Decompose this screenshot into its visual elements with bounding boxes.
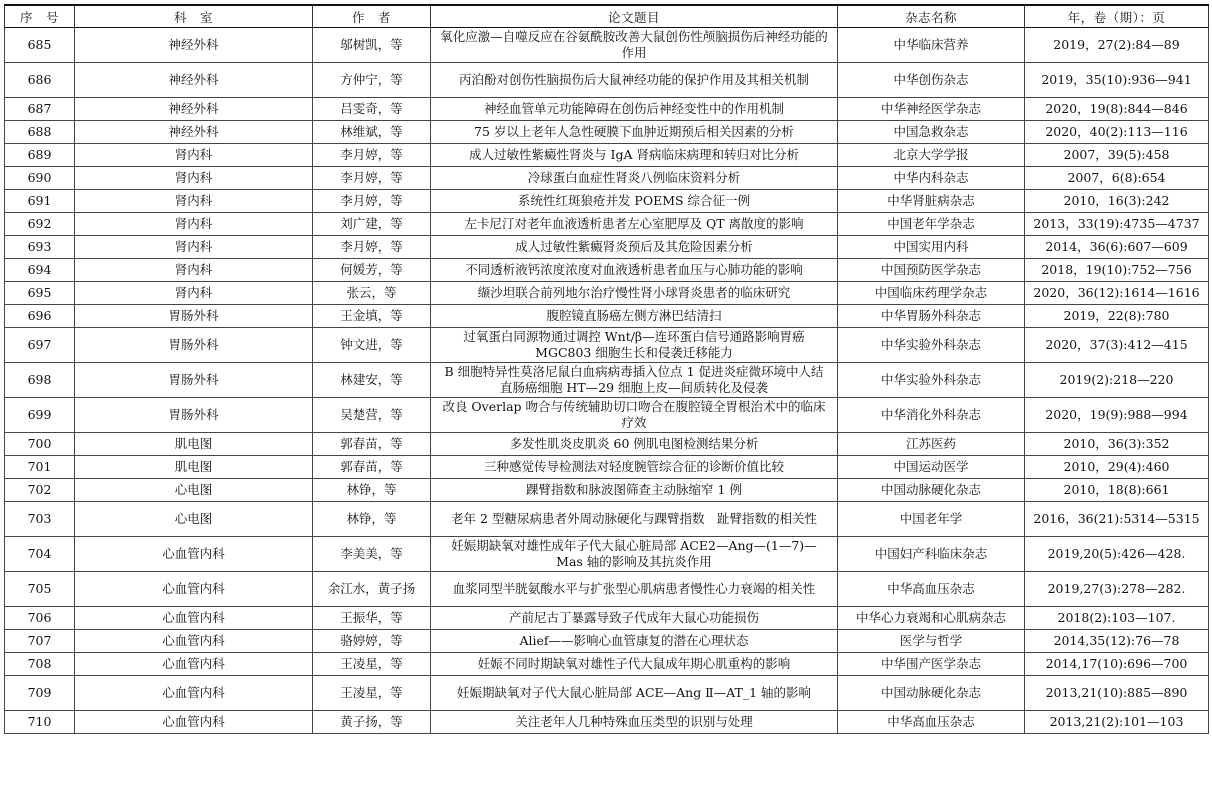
paper-title-cell: 75 岁以上老年人急性硬膜下血肿近期预后相关因素的分析 xyxy=(431,121,838,144)
serial-number-cell: 692 xyxy=(5,213,75,236)
table-row xyxy=(5,398,1209,433)
author-cell: 王凌星，等 xyxy=(313,676,431,711)
citation-cell: 2020，36(12):1614—1616 xyxy=(1025,282,1209,305)
table-row xyxy=(5,653,1209,676)
department-cell: 胃肠外科 xyxy=(75,398,313,433)
citation-cell: 2014,35(12):76—78 xyxy=(1025,630,1209,653)
department-cell: 胃肠外科 xyxy=(75,328,313,363)
serial-number-cell: 702 xyxy=(5,479,75,502)
header-department: 科 室 xyxy=(75,5,313,28)
serial-number-cell: 691 xyxy=(5,190,75,213)
journal-name-cell: 中华心力衰竭和心肌病杂志 xyxy=(838,607,1025,630)
journal-name-cell: 中华消化外科杂志 xyxy=(838,398,1025,433)
serial-number-cell: 699 xyxy=(5,398,75,433)
table-row xyxy=(5,98,1209,121)
journal-name-cell: 中华实验外科杂志 xyxy=(838,328,1025,363)
author-cell: 李月婷，等 xyxy=(313,144,431,167)
author-cell: 刘广建，等 xyxy=(313,213,431,236)
department-cell: 肾内科 xyxy=(75,144,313,167)
paper-title-cell: 多发性肌炎皮肌炎 60 例肌电图检测结果分析 xyxy=(431,433,838,456)
paper-title-cell: 踝臂指数和脉波图筛查主动脉缩窄 1 例 xyxy=(431,479,838,502)
serial-number-cell: 698 xyxy=(5,363,75,398)
journal-name-cell: 中华高血压杂志 xyxy=(838,572,1025,607)
citation-cell: 2019(2):218—220 xyxy=(1025,363,1209,398)
table-row xyxy=(5,363,1209,398)
table-row xyxy=(5,144,1209,167)
author-cell: 李月婷，等 xyxy=(313,167,431,190)
citation-cell: 2019，22(8):780 xyxy=(1025,305,1209,328)
author-cell: 何媛芳，等 xyxy=(313,259,431,282)
table-row xyxy=(5,282,1209,305)
table-row xyxy=(5,456,1209,479)
table-row xyxy=(5,305,1209,328)
citation-cell: 2018，19(10):752—756 xyxy=(1025,259,1209,282)
paper-title-cell: 腹腔镜直肠癌左侧方淋巴结清扫 xyxy=(431,305,838,328)
author-cell: 郭春苗，等 xyxy=(313,456,431,479)
citation-cell: 2007，39(5):458 xyxy=(1025,144,1209,167)
author-cell: 林维斌，等 xyxy=(313,121,431,144)
department-cell: 心血管内科 xyxy=(75,607,313,630)
table-row xyxy=(5,28,1209,63)
author-cell: 郭春苗，等 xyxy=(313,433,431,456)
serial-number-cell: 688 xyxy=(5,121,75,144)
journal-name-cell: 中国预防医学杂志 xyxy=(838,259,1025,282)
serial-number-cell: 694 xyxy=(5,259,75,282)
journal-name-cell: 医学与哲学 xyxy=(838,630,1025,653)
paper-title-cell: 丙泊酚对创伤性脑损伤后大鼠神经功能的保护作用及其相关机制 xyxy=(431,63,838,98)
department-cell: 神经外科 xyxy=(75,63,313,98)
department-cell: 神经外科 xyxy=(75,121,313,144)
author-cell: 王凌星，等 xyxy=(313,653,431,676)
serial-number-cell: 708 xyxy=(5,653,75,676)
header-serial-number: 序 号 xyxy=(5,5,75,28)
journal-name-cell: 江苏医药 xyxy=(838,433,1025,456)
journal-name-cell: 中国实用内科 xyxy=(838,236,1025,259)
paper-title-cell: 冷球蛋白血症性肾炎八例临床资料分析 xyxy=(431,167,838,190)
journal-name-cell: 北京大学学报 xyxy=(838,144,1025,167)
department-cell: 胃肠外科 xyxy=(75,305,313,328)
table-row xyxy=(5,630,1209,653)
citation-cell: 2010，29(4):460 xyxy=(1025,456,1209,479)
paper-title-cell: 产前尼古丁暴露导致子代成年大鼠心功能损伤 xyxy=(431,607,838,630)
citation-cell: 2010，16(3):242 xyxy=(1025,190,1209,213)
table-row xyxy=(5,479,1209,502)
paper-title-cell: 氧化应激—自噬反应在谷氨酰胺改善大鼠创伤性颅脑损伤后神经功能的作用 xyxy=(431,28,838,63)
journal-name-cell: 中华内科杂志 xyxy=(838,167,1025,190)
serial-number-cell: 705 xyxy=(5,572,75,607)
author-cell: 李月婷，等 xyxy=(313,190,431,213)
citation-cell: 2014，36(6):607—609 xyxy=(1025,236,1209,259)
serial-number-cell: 709 xyxy=(5,676,75,711)
journal-name-cell: 中国急救杂志 xyxy=(838,121,1025,144)
author-cell: 吴楚营，等 xyxy=(313,398,431,433)
serial-number-cell: 693 xyxy=(5,236,75,259)
department-cell: 肌电图 xyxy=(75,456,313,479)
citation-cell: 2019,27(3):278—282. xyxy=(1025,572,1209,607)
citation-cell: 2007，6(8):654 xyxy=(1025,167,1209,190)
journal-name-cell: 中国老年学杂志 xyxy=(838,213,1025,236)
journal-name-cell: 中国妇产科临床杂志 xyxy=(838,537,1025,572)
header-author: 作 者 xyxy=(313,5,431,28)
department-cell: 肌电图 xyxy=(75,433,313,456)
table-row xyxy=(5,433,1209,456)
serial-number-cell: 710 xyxy=(5,711,75,734)
journal-name-cell: 中国运动医学 xyxy=(838,456,1025,479)
citation-cell: 2014,17(10):696—700 xyxy=(1025,653,1209,676)
department-cell: 神经外科 xyxy=(75,28,313,63)
department-cell: 神经外科 xyxy=(75,98,313,121)
author-cell: 李月婷，等 xyxy=(313,236,431,259)
paper-title-cell: 三种感觉传导检测法对轻度腕管综合征的诊断价值比较 xyxy=(431,456,838,479)
citation-cell: 2013，33(19):4735—4737 xyxy=(1025,213,1209,236)
department-cell: 肾内科 xyxy=(75,259,313,282)
serial-number-cell: 689 xyxy=(5,144,75,167)
paper-title-cell: 神经血管单元功能障碍在创伤后神经变性中的作用机制 xyxy=(431,98,838,121)
department-cell: 心血管内科 xyxy=(75,572,313,607)
paper-title-cell: 成人过敏性紫癜肾炎预后及其危险因素分析 xyxy=(431,236,838,259)
journal-name-cell: 中华创伤杂志 xyxy=(838,63,1025,98)
citation-cell: 2019，27(2):84—89 xyxy=(1025,28,1209,63)
author-cell: 黄子扬，等 xyxy=(313,711,431,734)
journal-name-cell: 中华临床营养 xyxy=(838,28,1025,63)
journal-name-cell: 中华实验外科杂志 xyxy=(838,363,1025,398)
table-row xyxy=(5,607,1209,630)
citation-cell: 2020，19(8):844—846 xyxy=(1025,98,1209,121)
author-cell: 方仲宁，等 xyxy=(313,63,431,98)
author-cell: 吕雯奇，等 xyxy=(313,98,431,121)
paper-title-cell: 改良 Overlap 吻合与传统辅助切口吻合在腹腔镜全胃根治术中的临床疗效 xyxy=(431,398,838,433)
journal-name-cell: 中华围产医学杂志 xyxy=(838,653,1025,676)
table-row xyxy=(5,676,1209,711)
serial-number-cell: 687 xyxy=(5,98,75,121)
publication-table xyxy=(4,4,1209,734)
serial-number-cell: 700 xyxy=(5,433,75,456)
citation-cell: 2020，19(9):988—994 xyxy=(1025,398,1209,433)
citation-cell: 2016，36(21):5314—5315 xyxy=(1025,502,1209,537)
author-cell: 林建安，等 xyxy=(313,363,431,398)
department-cell: 心血管内科 xyxy=(75,630,313,653)
table-row xyxy=(5,167,1209,190)
paper-title-cell: 成人过敏性紫癜性肾炎与 IgA 肾病临床病理和转归对比分析 xyxy=(431,144,838,167)
serial-number-cell: 701 xyxy=(5,456,75,479)
department-cell: 心电图 xyxy=(75,479,313,502)
paper-title-cell: 妊娠不同时期缺氧对雄性子代大鼠成年期心肌重构的影响 xyxy=(431,653,838,676)
table-row xyxy=(5,236,1209,259)
serial-number-cell: 696 xyxy=(5,305,75,328)
paper-title-cell: 关注老年人几种特殊血压类型的识别与处理 xyxy=(431,711,838,734)
paper-title-cell: 血浆同型半胱氨酸水平与扩张型心肌病患者慢性心力衰竭的相关性 xyxy=(431,572,838,607)
journal-name-cell: 中华胃肠外科杂志 xyxy=(838,305,1025,328)
citation-cell: 2013,21(2):101—103 xyxy=(1025,711,1209,734)
department-cell: 肾内科 xyxy=(75,282,313,305)
department-cell: 胃肠外科 xyxy=(75,363,313,398)
table-body xyxy=(5,28,1209,734)
serial-number-cell: 703 xyxy=(5,502,75,537)
citation-cell: 2020，37(3):412—415 xyxy=(1025,328,1209,363)
department-cell: 心电图 xyxy=(75,502,313,537)
table-row xyxy=(5,63,1209,98)
author-cell: 林铮，等 xyxy=(313,479,431,502)
header-year-volume-pages: 年，卷（期）：页 xyxy=(1025,5,1209,28)
table-row xyxy=(5,711,1209,734)
serial-number-cell: 686 xyxy=(5,63,75,98)
paper-title-cell: 左卡尼汀对老年血液透析患者左心室肥厚及 QT 离散度的影响 xyxy=(431,213,838,236)
table-row xyxy=(5,190,1209,213)
journal-name-cell: 中华高血压杂志 xyxy=(838,711,1025,734)
citation-cell: 2010，18(8):661 xyxy=(1025,479,1209,502)
paper-title-cell: 系统性红斑狼疮并发 POEMS 综合征一例 xyxy=(431,190,838,213)
journal-name-cell: 中国动脉硬化杂志 xyxy=(838,676,1025,711)
department-cell: 心血管内科 xyxy=(75,653,313,676)
department-cell: 肾内科 xyxy=(75,213,313,236)
journal-name-cell: 中华神经医学杂志 xyxy=(838,98,1025,121)
department-cell: 肾内科 xyxy=(75,190,313,213)
author-cell: 王振华，等 xyxy=(313,607,431,630)
author-cell: 余江水，黄子扬 xyxy=(313,572,431,607)
paper-title-cell: Alief——影响心血管康复的潜在心理状态 xyxy=(431,630,838,653)
table-row xyxy=(5,328,1209,363)
department-cell: 心血管内科 xyxy=(75,676,313,711)
paper-title-cell: 缬沙坦联合前列地尔治疗慢性肾小球肾炎患者的临床研究 xyxy=(431,282,838,305)
serial-number-cell: 707 xyxy=(5,630,75,653)
journal-name-cell: 中华肾脏病杂志 xyxy=(838,190,1025,213)
table-row xyxy=(5,259,1209,282)
table-row xyxy=(5,502,1209,537)
department-cell: 心血管内科 xyxy=(75,711,313,734)
serial-number-cell: 704 xyxy=(5,537,75,572)
publication-table-container xyxy=(4,4,1208,734)
table-row xyxy=(5,537,1209,572)
citation-cell: 2018(2):103—107. xyxy=(1025,607,1209,630)
journal-name-cell: 中国动脉硬化杂志 xyxy=(838,479,1025,502)
serial-number-cell: 690 xyxy=(5,167,75,190)
author-cell: 骆婷婷，等 xyxy=(313,630,431,653)
serial-number-cell: 697 xyxy=(5,328,75,363)
author-cell: 邬树凯，等 xyxy=(313,28,431,63)
serial-number-cell: 685 xyxy=(5,28,75,63)
author-cell: 张云，等 xyxy=(313,282,431,305)
author-cell: 林铮，等 xyxy=(313,502,431,537)
journal-name-cell: 中国临床药理学杂志 xyxy=(838,282,1025,305)
paper-title-cell: 妊娠期缺氧对子代大鼠心脏局部 ACE—Ang Ⅱ—AT_1 轴的影响 xyxy=(431,676,838,711)
citation-cell: 2010，36(3):352 xyxy=(1025,433,1209,456)
serial-number-cell: 706 xyxy=(5,607,75,630)
paper-title-cell: 妊娠期缺氧对雄性成年子代大鼠心脏局部 ACE2—Ang—(1—7)—Mas 轴的影响及其抗炎作用 xyxy=(431,537,838,572)
citation-cell: 2013,21(10):885—890 xyxy=(1025,676,1209,711)
citation-cell: 2020，40(2):113—116 xyxy=(1025,121,1209,144)
header-journal-name: 杂志名称 xyxy=(838,5,1025,28)
author-cell: 钟文进，等 xyxy=(313,328,431,363)
department-cell: 肾内科 xyxy=(75,236,313,259)
paper-title-cell: 不同透析液钙浓度浓度对血液透析患者血压与心肺功能的影响 xyxy=(431,259,838,282)
table-header-row xyxy=(5,5,1209,28)
author-cell: 李美美，等 xyxy=(313,537,431,572)
table-row xyxy=(5,121,1209,144)
paper-title-cell: B 细胞特异性莫洛尼鼠白血病病毒插入位点 1 促进炎症微环境中人结直肠癌细胞 HT—29 细胞上皮—间质转化及侵袭 xyxy=(431,363,838,398)
citation-cell: 2019，35(10):936—941 xyxy=(1025,63,1209,98)
journal-name-cell: 中国老年学 xyxy=(838,502,1025,537)
serial-number-cell: 695 xyxy=(5,282,75,305)
table-row xyxy=(5,572,1209,607)
table-row xyxy=(5,213,1209,236)
department-cell: 心血管内科 xyxy=(75,537,313,572)
author-cell: 王金填，等 xyxy=(313,305,431,328)
header-paper-title: 论文题目 xyxy=(431,5,838,28)
department-cell: 肾内科 xyxy=(75,167,313,190)
citation-cell: 2019,20(5):426—428. xyxy=(1025,537,1209,572)
paper-title-cell: 老年 2 型糖尿病患者外周动脉硬化与踝臂指数 趾臂指数的相关性 xyxy=(431,502,838,537)
paper-title-cell: 过氧蛋白同源物通过调控 Wnt/β—连环蛋白信号通路影响胃癌 MGC803 细胞生长和侵袭迁移能力 xyxy=(431,328,838,363)
